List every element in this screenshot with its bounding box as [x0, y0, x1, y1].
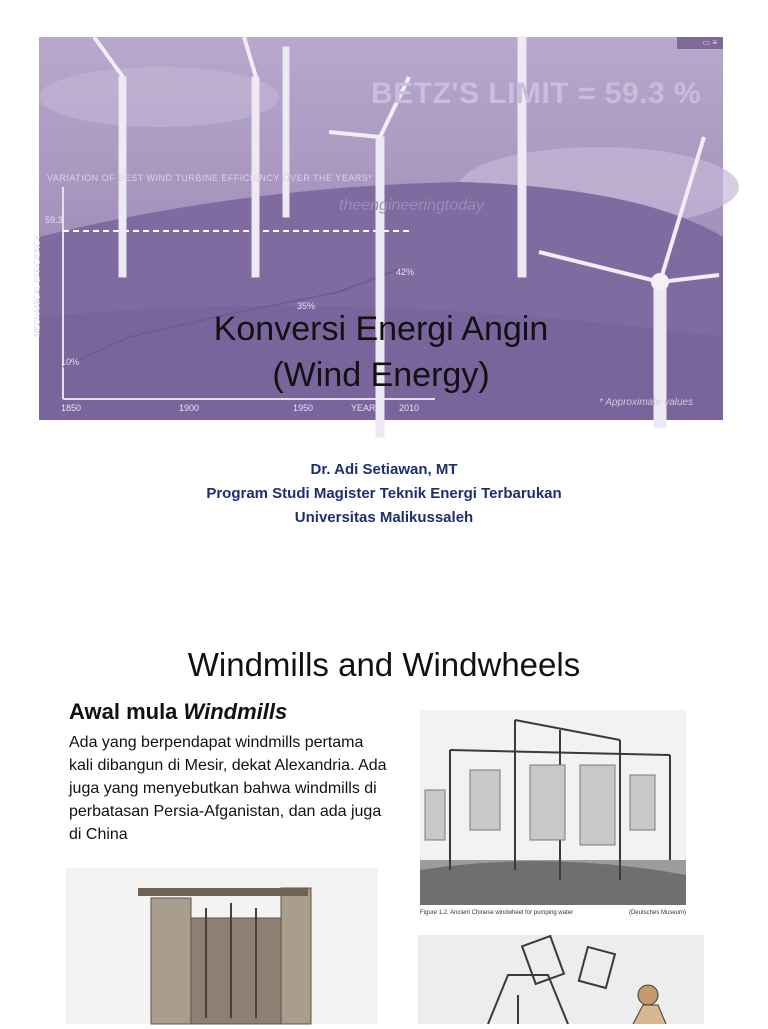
- watermark: theengineeringtoday: [339, 197, 485, 214]
- title-line-1: Konversi Energi Angin: [213, 310, 549, 348]
- x-tick: 1900: [179, 403, 200, 413]
- university-name: Universitas Malikussaleh: [294, 509, 474, 526]
- program-name: Program Studi Magister Teknik Energi Terbarukan: [206, 485, 562, 502]
- chinese-windwheel-photo: [420, 710, 686, 905]
- y-axis-label: MECHANICAL EFFICIENCY: [33, 235, 42, 337]
- title-line-2: (Wind Energy): [272, 356, 490, 394]
- figure-caption: Figure 1.2. Ancient Chinese windwheel for pumping water (Deutsches Museum): [420, 910, 686, 916]
- point-label: 42%: [396, 267, 415, 277]
- point-label: 35%: [297, 301, 316, 311]
- slide-controls[interactable]: [677, 37, 723, 49]
- betz-limit-label: BETZ'S LIMIT = 59.3 %: [371, 77, 702, 110]
- hero-footnote: * Approximate values: [599, 397, 694, 408]
- persian-windmill-photo: [66, 868, 378, 1024]
- x-tick: YEAR: [351, 403, 376, 413]
- limit-marker: 59.3: [45, 215, 63, 225]
- body-paragraph: Ada yang berpendapat windmills pertama kali dibangun di Mesir, dekat Alexandria. Ada juga yang menyebutkan bahwa windmills di perbatasan Persia-Afganistan, dan ada juga di China: [69, 734, 387, 843]
- x-tick: 2010: [399, 403, 420, 413]
- subheading: Awal mula Windmills: [69, 699, 288, 724]
- sketch-windmill-photo: [418, 935, 704, 1024]
- menu-icon[interactable]: ▭ ≡: [702, 38, 717, 47]
- author-name: Dr. Adi Setiawan, MT: [310, 461, 458, 478]
- author-block: [0, 458, 768, 530]
- point-label: 10%: [61, 357, 80, 367]
- slide2-title: Windmills and Windwheels: [187, 646, 581, 683]
- x-tick: 1950: [293, 403, 314, 413]
- chart-caption: VARIATION OF BEST WIND TURBINE EFFICIENCY OVER THE YEARS*: [47, 173, 373, 183]
- slide-title: [39, 306, 723, 398]
- x-tick: 1850: [61, 403, 82, 413]
